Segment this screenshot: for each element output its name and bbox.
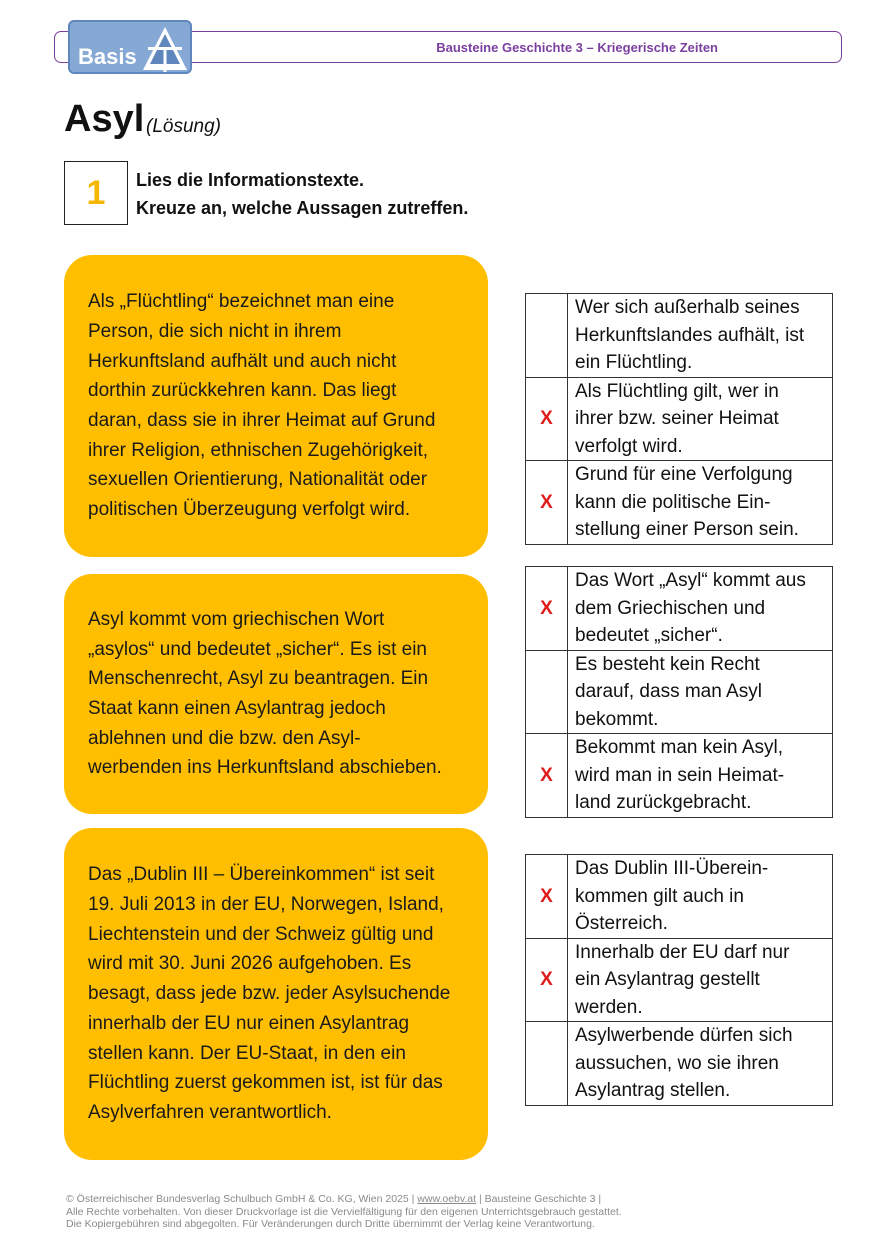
statement-table-1 — [525, 293, 833, 545]
info-text: Asyl kommt vom griechischen Wort „asylos“ und bedeutet „sicher“. Es ist ein Menschenrecht, Asyl zu beantragen. Ein Staat kann einen Asylantrag jedoch ablehnen und die bzw. den Asyl- werbenden ins Herkunftsland abschieben. — [88, 608, 442, 779]
info-box-asylum — [64, 574, 488, 814]
table-row — [526, 734, 833, 818]
series-title: Bausteine Geschichte 3 – Kriegerische Zeiten — [436, 40, 718, 55]
table-row — [526, 855, 833, 939]
statement-text: Wer sich außerhalb seines Herkunftslandes aufhält, ist ein Flüchtling. — [568, 294, 833, 378]
footer-line-3: Die Kopiergebühren sind abgegolten. Für Veränderungen durch Dritte übernimmt der Verlag keine Verantwortung. — [66, 1218, 595, 1230]
statement-text: Es besteht kein Recht darauf, dass man Asyl bekommt. — [568, 650, 833, 734]
footer-copyright: © Österreichischer Bundesverlag Schulbuch GmbH & Co. KG, Wien 2025 | — [66, 1193, 418, 1205]
table-row — [526, 650, 833, 734]
checkbox-cell[interactable]: X — [526, 461, 568, 545]
checkbox-cell[interactable] — [526, 650, 568, 734]
statement-text: Das Wort „Asyl“ kommt aus dem Griechischen und bedeutet „sicher“. — [568, 567, 833, 651]
table-row — [526, 938, 833, 1022]
statement-text: Asylwerbende dürfen sich aussuchen, wo sie ihren Asylantrag stellen. — [568, 1022, 833, 1106]
checkbox-cell[interactable]: X — [526, 377, 568, 461]
checkbox-cell[interactable] — [526, 1022, 568, 1106]
table-row — [526, 461, 833, 545]
statement-table-3 — [525, 854, 833, 1106]
statement-text: Innerhalb der EU darf nur ein Asylantrag gestellt werden. — [568, 938, 833, 1022]
info-text: Das „Dublin III – Übereinkommen“ ist seit 19. Juli 2013 in der EU, Norwegen, Island, Liechtenstein und der Schweiz gültig und wird mit 30. Juni 2026 aufgehoben. Es besagt, dass jede bzw. jeder Asylsuchende innerhalb der EU nur einen Asylantrag stellen kann. Der EU-Staat, in den ein Flüchtling zuerst gekommen ist, ist für das Asylverfahren verantwortlich. — [88, 864, 451, 1123]
checkbox-cell[interactable]: X — [526, 938, 568, 1022]
triangle-logo-icon — [140, 24, 190, 74]
task-instruction-2: Kreuze an, welche Aussagen zutreffen. — [136, 198, 469, 218]
footer-line-2: Alle Rechte vorbehalten. Von dieser Druckvorlage ist die Vervielfältigung für den eigenen Unterrichtsgebrauch gestattet. — [66, 1205, 622, 1218]
statement-text: Grund für eine Verfolgung kann die politische Ein- stellung einer Person sein. — [568, 461, 833, 545]
copyright-footer — [66, 1193, 766, 1231]
task-instruction-1: Lies die Informationstexte. — [136, 170, 365, 190]
info-text: Als „Flüchtling“ bezeichnet man eine Person, die sich nicht in ihrem Herkunftsland aufhält und auch nicht dorthin zurückkehren kann. Das liegt daran, dass sie in ihrer Heimat auf Grund ihrer Religion, ethnischen Zugehörigkeit, sexuellen Orientierung, Nationalität oder politischen Überzeugung verfolgt wird. — [88, 291, 436, 521]
page-title: Asyl — [64, 98, 145, 140]
task-number-box — [64, 161, 128, 225]
info-box-refugee — [64, 255, 488, 557]
statement-text: Bekommt man kein Asyl, wird man in sein Heimat- land zurückgebracht. — [568, 734, 833, 818]
info-box-dublin — [64, 828, 488, 1160]
footer-line-1 — [66, 1193, 766, 1206]
table-row — [526, 294, 833, 378]
checkbox-cell[interactable]: X — [526, 734, 568, 818]
page-subtitle: (Lösung) — [146, 116, 221, 137]
table-row — [526, 1022, 833, 1106]
footer-series: | Bausteine Geschichte 3 | — [476, 1193, 602, 1205]
table-row — [526, 567, 833, 651]
publisher-link[interactable]: www.oebv.at — [417, 1193, 477, 1205]
table-row — [526, 377, 833, 461]
checkbox-cell[interactable]: X — [526, 855, 568, 939]
task-number: 1 — [86, 173, 106, 212]
statement-text: Das Dublin III-Überein- kommen gilt auch in Österreich. — [568, 855, 833, 939]
checkbox-cell[interactable]: X — [526, 567, 568, 651]
statement-text: Als Flüchtling gilt, wer in ihrer bzw. seiner Heimat verfolgt wird. — [568, 377, 833, 461]
statement-table-2 — [525, 566, 833, 818]
logo-text: Basis — [78, 44, 137, 69]
publisher-logo — [68, 20, 192, 74]
checkbox-cell[interactable] — [526, 294, 568, 378]
